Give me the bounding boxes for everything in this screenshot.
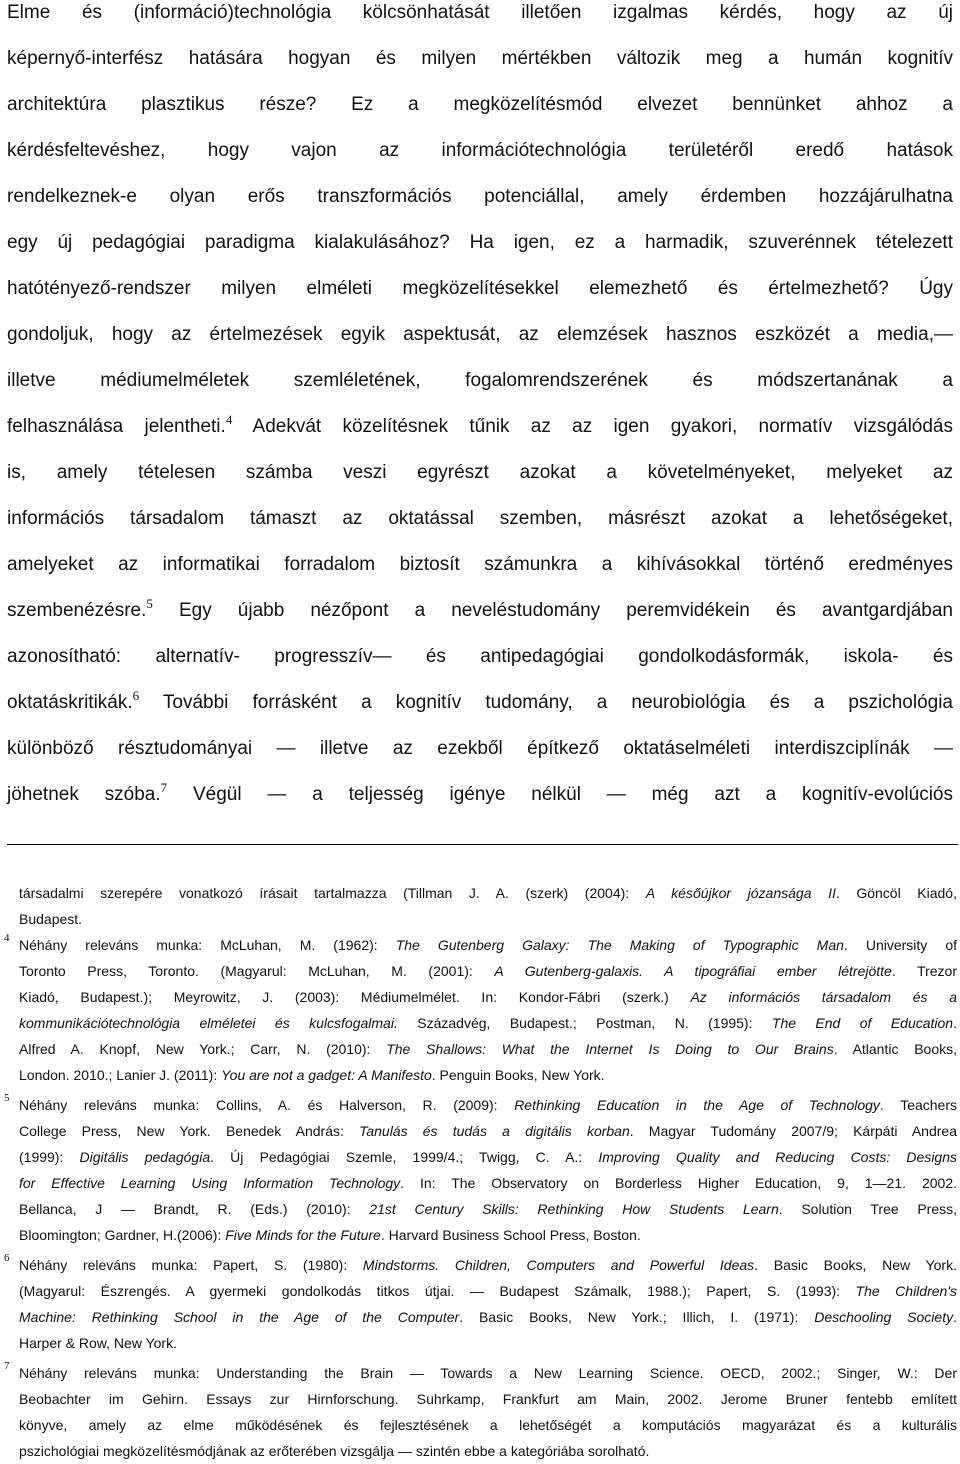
footnote-line (19, 1066, 957, 1084)
fn-text: . Harvard Business School Press, Boston. (380, 1227, 641, 1243)
fn-title: Az információs társadalom és a (690, 989, 957, 1005)
fn-title: You are not a gadget: A Manifesto (221, 1067, 432, 1083)
body-text: További forrásként a kognitív tudomány, a neurobiológia és a pszichológia (139, 692, 953, 713)
footnote-line (19, 1014, 957, 1032)
fn-title: The Children's (855, 1283, 957, 1299)
fn-text: Bloomington; Gardner, H.(2006): (19, 1227, 226, 1243)
body-line: egy új pedagógiai paradigma kialakulásához? Ha igen, ez a harmadik, szuverénnek tételezett (7, 232, 953, 253)
fn-title: The Shallows: What the Internet Is Doing to Our Brains (386, 1041, 834, 1057)
footnote-line (19, 1200, 957, 1218)
fn-text: London. 2010.; Lanier J. (2011): (19, 1067, 222, 1083)
fn-title: The End of Education (771, 1015, 954, 1031)
footnote-line (19, 1040, 957, 1058)
fn-text: . Magyar Tudomány 2007/9; Kárpáti Andrea (629, 1123, 957, 1139)
fn-text: (1999): (19, 1149, 80, 1165)
body-line: információs társadalom támaszt az oktatással szemben, másrészt azokat a lehetőségeket, (7, 508, 953, 529)
fn-title: kommunikációtechnológia elméletei és kulcsfogalmai. (19, 1015, 398, 1031)
fn-text: Néhány releváns munka: Papert, S. (1980): (19, 1257, 363, 1273)
footnote-number-4: 4 (4, 932, 10, 944)
fn-title: Five Minds for the Future (225, 1227, 381, 1243)
footnote-line: pszichológiai megközelítésmódjának az erőterében vizsgálja — szintén ebbe a kategóriába sorolható. (19, 1443, 650, 1459)
footnote-ref-4[interactable]: 4 (225, 412, 233, 427)
body-line (7, 414, 953, 440)
body-line: hatótényező-rendszer milyen elméleti megközelítésekkel elemezhető és értelmezhető? Úgy (7, 278, 953, 299)
body-line: gondoljuk, hogy az értelmezések egyik aspektusát, az elemzések hasznos eszközét a media,— (7, 324, 953, 345)
body-text: oktatáskritikák. (7, 692, 133, 713)
footnote-number-6: 6 (4, 1252, 10, 1264)
fn-text: Bellanca, J — Brandt, R. (Eds.) (2010): (19, 1201, 370, 1217)
body-line: azonosítható: alternatív- progresszív— és antipedagógiai gondolkodásformák, iskola- és (7, 646, 953, 667)
footnote-line (19, 1282, 957, 1300)
body-text: jöhetnek szóba. (7, 784, 161, 805)
footnote-line (19, 936, 957, 954)
footnote-line (19, 1256, 957, 1274)
footnote-line: Harper & Row, New York. (19, 1335, 177, 1351)
footnote-ref-5[interactable]: 5 (146, 596, 153, 611)
body-line: kérdésfeltevéshez, hogy vajon az információtechnológia területéről eredő hatások (7, 140, 953, 161)
body-text: felhasználása jelentheti. (7, 416, 226, 437)
body-text: Adekvát közelítésnek tűnik az az igen gyakori, normatív vizsgálódás (232, 416, 953, 437)
fn-title: Mindstorms. Children, Computers and Powerful Ideas (362, 1257, 755, 1273)
fn-title: A későújkor józansága II (645, 885, 836, 901)
fn-text: Néhány releváns munka: McLuhan, M. (1962): (19, 937, 396, 953)
fn-text: Alfred A. Knopf, New York.; Carr, N. (2010): (19, 1041, 387, 1057)
body-line (7, 782, 953, 808)
fn-title: 21st Century Skills: Rethinking How Students Learn (369, 1201, 779, 1217)
body-line: rendelkeznek-e olyan erős transzformációs potenciállal, amely érdemben hozzájárulhatna (7, 186, 953, 207)
fn-text: . Göncöl Kiadó, (835, 885, 957, 901)
body-line: képernyő-interfész hatására hogyan és milyen mértékben változik meg a humán kognitív (7, 48, 953, 69)
footnote-line (19, 1122, 957, 1140)
body-line (7, 690, 953, 716)
body-text: Egy újabb nézőpont a neveléstudomány peremvidékein és avantgardjában (152, 600, 953, 621)
fn-title: for Effective Learning Using Information Technology (19, 1175, 401, 1191)
footnote-ref-6[interactable]: 6 (132, 688, 140, 703)
fn-text: Néhány releváns munka: Collins, A. és Halverson, R. (2009): (19, 1097, 515, 1113)
footnote-separator (7, 844, 958, 845)
body-line: különböző résztudományai — illetve az ezekből építkező oktatáselméleti interdiszciplínák — (7, 738, 953, 759)
footnote-number-7: 7 (4, 1360, 10, 1372)
fn-title: The Gutenberg Galaxy: The Making of Typographic Man (395, 937, 844, 953)
footnote-line (19, 962, 957, 980)
footnote-line (19, 988, 957, 1006)
fn-title: Tanulás és tudás a digitális korban (359, 1123, 630, 1139)
footnote-line (19, 1226, 957, 1244)
fn-text: . Basic Books, New York.; Illich, I. (1971): (459, 1309, 815, 1325)
fn-text: társadalmi szerepére vonatkozó írásait tartalmazza (Tillman J. A. (szerk) (2004): (19, 885, 646, 901)
fn-text: . Atlantic Books, (833, 1041, 958, 1057)
fn-text: . (953, 1015, 957, 1031)
fn-text: . Basic Books, New York. (754, 1257, 957, 1273)
fn-text: . Új Pedagógiai Szemle, 1999/4.; Twigg, C. A.: (210, 1149, 599, 1165)
body-text: szembenézésre. (7, 600, 147, 621)
footnote-line (19, 1148, 957, 1166)
body-line: architektúra plasztikus része? Ez a megközelítésmód elvezet bennünket ahhoz a (7, 94, 953, 115)
fn-text: . Teachers (879, 1097, 957, 1113)
fn-text: Toronto Press, Toronto. (Magyarul: McLuhan, M. (2001): (19, 963, 495, 979)
fn-text: Századvég, Budapest.; Postman, N. (1995): (397, 1015, 772, 1031)
fn-text: (Magyarul: Észrengés. A gyermeki gondolkodás titkos útjai. — Budapest Számalk, 1988.); Papert, S. (1993): (19, 1283, 856, 1299)
footnote-line: Néhány releváns munka: Understanding the Brain — Towards a New Learning Science. OECD, 2002.; Singer, W.: Der (19, 1365, 957, 1381)
body-text: Végül — a teljesség igénye nélkül — még azt a kognitív-evolúciós (167, 784, 953, 805)
fn-title: Improving Quality and Reducing Costs: Designs (598, 1149, 957, 1165)
footnote-line: Beobachter im Gehirn. Essays zur Hirnforschung. Suhrkamp, Frankfurt am Main, 2002. Jerome Bruner fentebb említett (19, 1391, 957, 1407)
body-line: is, amely tételesen számba veszi egyrészt azokat a követelményeket, melyeket az (7, 462, 953, 483)
fn-title: Rethinking Education in the Age of Technology (514, 1097, 880, 1113)
body-line (7, 598, 953, 624)
fn-text: Kiadó, Budapest.); Meyrowitz, J. (2003): Médiumelmélet. In: Kondor-Fábri (szerk.) (19, 989, 691, 1005)
fn-text: . Penguin Books, New York. (431, 1067, 605, 1083)
body-line: amelyeket az informatikai forradalom biztosít számunkra a kihívásokkal történő eredményes (7, 554, 953, 575)
fn-text: . University of (843, 937, 958, 953)
footnote-line (19, 884, 957, 902)
fn-text: . Solution Tree Press, (778, 1201, 958, 1217)
footnote-ref-7[interactable]: 7 (160, 780, 168, 795)
footnote-number-5: 5 (4, 1092, 10, 1104)
fn-title: Digitális pedagógia (79, 1149, 211, 1165)
fn-text: . In: The Observatory on Borderless Higher Education, 9, 1—21. 2002. (400, 1175, 957, 1191)
fn-title: Deschooling Society (814, 1309, 954, 1325)
footnote-line (19, 1174, 957, 1192)
footnote-line (19, 1096, 957, 1114)
footnote-line: Budapest. (19, 911, 83, 927)
fn-text: . (953, 1309, 957, 1325)
body-line: illetve médiumelméletek szemléletének, fogalomrendszerének és módszertanának a (7, 370, 953, 391)
footnote-line: könyve, amely az elme működésének és fejlesztésének a lehetőségét a komputációs magyarázat és a kulturális (19, 1417, 957, 1433)
body-line: Elme és (információ)technológia kölcsönhatását illetően izgalmas kérdés, hogy az új (7, 2, 953, 23)
footnote-line (19, 1308, 957, 1326)
fn-text: College Press, New York. Benedek András: (19, 1123, 360, 1139)
fn-title: A Gutenberg-galaxis. A tipográfiai ember létrejötte (494, 963, 892, 979)
fn-text: . Trezor (891, 963, 957, 979)
fn-title: Machine: Rethinking School in the Age of the Computer (19, 1309, 460, 1325)
